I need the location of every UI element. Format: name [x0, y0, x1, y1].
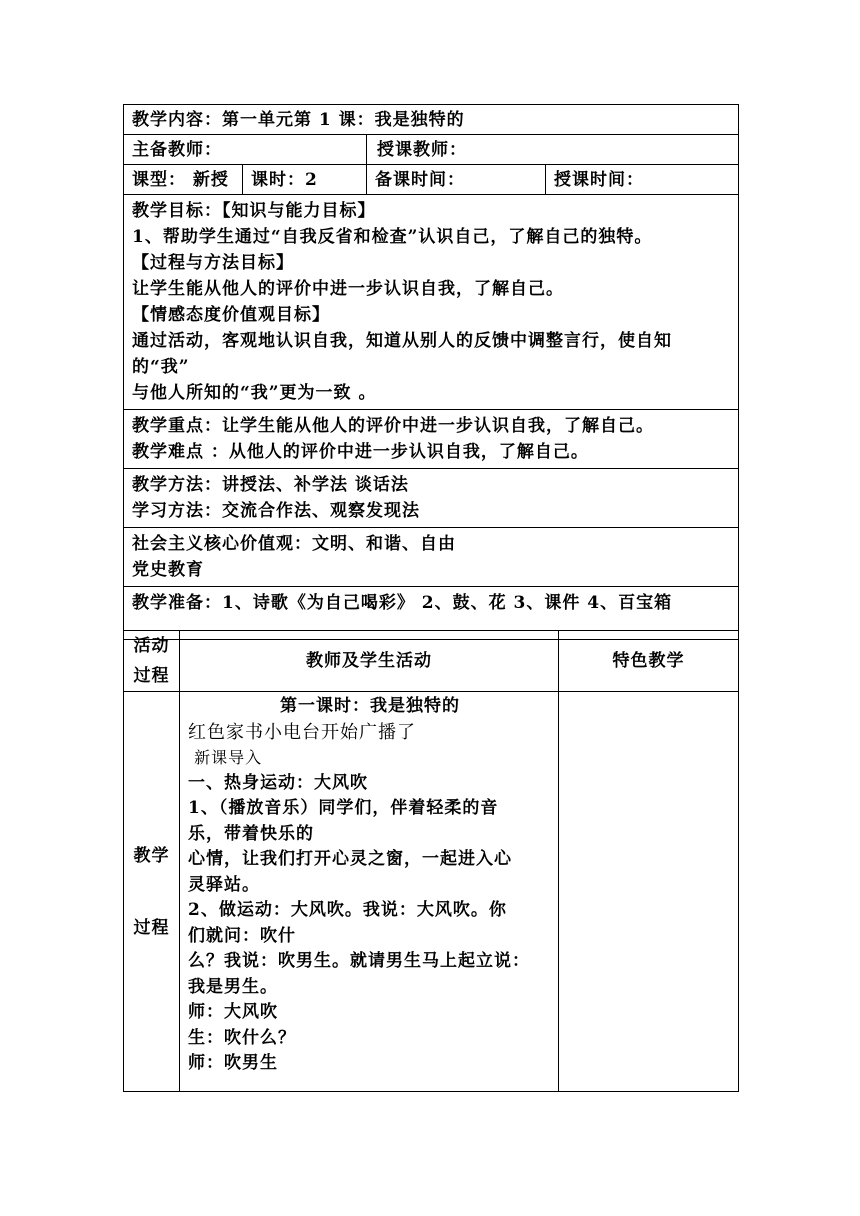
preparation: 教学准备：1、诗歌《为自己喝彩》 2、鼓、花 3、课件 4、百宝箱 [132, 593, 673, 613]
activity-process-header: 活动 过程 [124, 631, 180, 692]
activity-line: 新课导入 [188, 748, 263, 767]
activity-line: 师：吹男生 [188, 1053, 278, 1073]
activity-line: 们就问：吹什 [188, 925, 296, 946]
activity-line: 我是男生。 [188, 976, 278, 997]
activity-line: 1、（播放音乐）同学们，伴着轻柔的音 [188, 798, 499, 818]
learning-method: 学习方法：交流合作法、观察发现法 [132, 501, 420, 521]
side-label: 教学 过程 [124, 692, 180, 1092]
teaching-teacher [367, 135, 739, 165]
core-values: 社会主义核心价值观：文明、和谐、自由 [132, 534, 456, 554]
teaching-method: 教学方法：讲授法、补学法 谈话法 [132, 475, 409, 495]
lesson-info-table [123, 104, 739, 640]
activity-line: 2、做运动：大风吹。我说：大风吹。你 [188, 900, 507, 920]
activity-line: 心情，让我们打开心灵之窗，一起进入心 [188, 849, 512, 869]
activity-line: 一、热身运动：大风吹 [188, 772, 368, 793]
objectives-line: 教学目标：【知识与能力目标】 [132, 201, 376, 221]
teaching-teacher-label: 授课教师： [377, 139, 467, 160]
key-point: 教学重点：让学生能从他人的评价中进一步认识自我，了解自己。 [132, 416, 654, 436]
activity-content [180, 692, 559, 1092]
objectives-line: 的“我” [132, 357, 190, 377]
activity-line: 红色家书小电台开始广播了 [188, 721, 416, 743]
objectives-line: 1、帮助学生通过“自我反省和检查”认识自己，了解自己的独特。 [132, 227, 653, 247]
feature-teaching-header: 特色教学 [559, 631, 739, 692]
objectives-line: 【情感态度价值观目标】 [132, 305, 330, 325]
activity-line: 乐，带着快乐的 [188, 823, 314, 844]
values-cell [124, 528, 739, 587]
lesson-content: 教学内容：第一单元第 1 课：我是独特的 [124, 105, 739, 135]
lesson-periods: 课时：2 [243, 165, 367, 195]
objectives-line: 通过活动，客观地认识自我，知道从别人的反馈中调整言行，使自知 [132, 331, 672, 351]
objectives-line: 与他人所知的“我”更为一致 。 [132, 383, 377, 403]
prep-time: 备课时间： [367, 165, 546, 195]
activity-line: 第一课时：我是独特的 [280, 696, 460, 716]
difficult-point: 教学难点 ：从他人的评价中进一步认识自我，了解自己。 [132, 442, 589, 462]
activity-line: 灵驿站。 [188, 874, 260, 895]
objectives-line: 让学生能从他人的评价中进一步认识自我，了解自己。 [132, 279, 564, 299]
lead-teacher: 主备教师： [124, 135, 367, 165]
feature-teaching-cell [559, 692, 739, 1092]
focus-cell [124, 410, 739, 469]
objectives-line: 【过程与方法目标】 [132, 253, 294, 273]
activity-line: 师：大风吹 [188, 1002, 278, 1022]
activity-line: 么？我说：吹男生。就请男生马上起立说： [188, 951, 530, 971]
activity-table [123, 630, 739, 1092]
objectives-cell [124, 195, 739, 410]
lesson-type: 课型： 新授 [124, 165, 243, 195]
methods-cell [124, 469, 739, 528]
activity-line: 生：吹什么？ [188, 1027, 296, 1048]
teacher-student-header: 教师及学生活动 [180, 631, 559, 692]
party-history: 党史教育 [132, 560, 204, 580]
teach-time: 授课时间： [546, 165, 739, 195]
